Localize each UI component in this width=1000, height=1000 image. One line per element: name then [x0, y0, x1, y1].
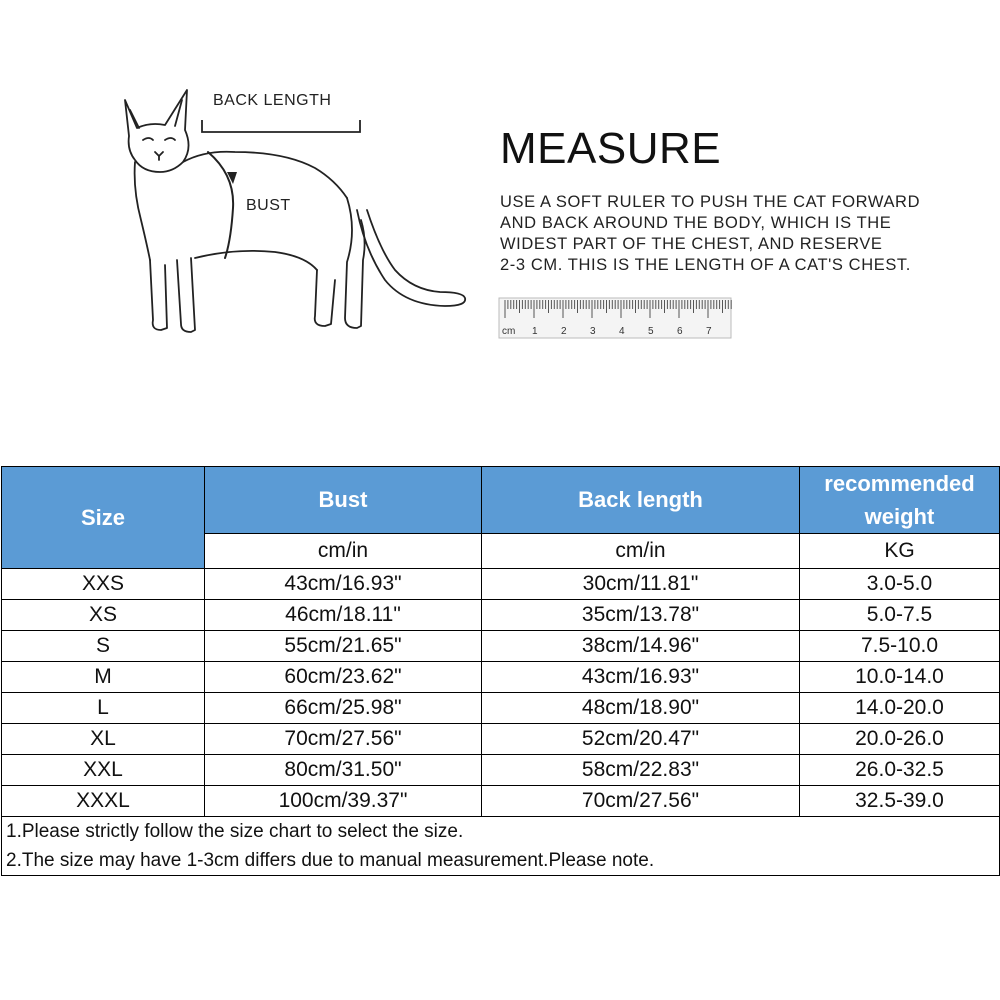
- cell-back-length: 48cm/18.90": [482, 693, 800, 724]
- cell-back-length: 38cm/14.96": [482, 631, 800, 662]
- note-row: [2, 846, 1000, 876]
- cell-size: XXS: [2, 569, 205, 600]
- ruler-label: 2: [561, 326, 567, 337]
- bust-label: BUST: [246, 197, 291, 214]
- ruler-label: 6: [677, 326, 683, 337]
- header-back-length: Back length: [482, 467, 800, 534]
- table-row: [2, 693, 1000, 724]
- table-row: [2, 786, 1000, 817]
- ruler-label: 4: [619, 326, 625, 337]
- cell-back-length: 70cm/27.56": [482, 786, 800, 817]
- note-row: [2, 817, 1000, 847]
- cell-size: XS: [2, 600, 205, 631]
- cell-back-length: 58cm/22.83": [482, 755, 800, 786]
- table-row: [2, 662, 1000, 693]
- cell-size: XXL: [2, 755, 205, 786]
- cell-back-length: 30cm/11.81": [482, 569, 800, 600]
- cell-weight: 3.0-5.0: [800, 569, 1000, 600]
- unit-bust: cm/in: [205, 534, 482, 569]
- size-chart-table: [1, 466, 1000, 876]
- cell-bust: 100cm/39.37": [205, 786, 482, 817]
- cell-bust: 55cm/21.65": [205, 631, 482, 662]
- header-weight: recommended weight: [800, 467, 1000, 534]
- ruler-label: cm: [502, 326, 516, 337]
- cell-weight: 26.0-32.5: [800, 755, 1000, 786]
- cell-weight: 10.0-14.0: [800, 662, 1000, 693]
- ruler-label: 3: [590, 326, 596, 337]
- cell-back-length: 43cm/16.93": [482, 662, 800, 693]
- cell-weight: 20.0-26.0: [800, 724, 1000, 755]
- cell-size: XL: [2, 724, 205, 755]
- note-text: 2.The size may have 1-3cm differs due to manual measurement.Please note.: [2, 846, 1000, 876]
- unit-weight: KG: [800, 534, 1000, 569]
- instruction-line: USE A SOFT RULER TO PUSH THE CAT FORWARD: [500, 193, 921, 211]
- header-bust: Bust: [205, 467, 482, 534]
- cell-bust: 80cm/31.50": [205, 755, 482, 786]
- note-text: 1.Please strictly follow the size chart to select the size.: [2, 817, 1000, 847]
- table-header-row: [2, 467, 1000, 534]
- cell-size: S: [2, 631, 205, 662]
- ruler-label: 7: [706, 326, 712, 337]
- table-row: [2, 600, 1000, 631]
- cell-bust: 70cm/27.56": [205, 724, 482, 755]
- instruction-line: WIDEST PART OF THE CHEST, AND RESERVE: [500, 235, 883, 253]
- cell-size: L: [2, 693, 205, 724]
- table-row: [2, 755, 1000, 786]
- measure-instructions: [500, 192, 980, 276]
- unit-back-length: cm/in: [482, 534, 800, 569]
- measure-title: MEASURE: [500, 124, 722, 173]
- table-row: [2, 631, 1000, 662]
- cell-back-length: 52cm/20.47": [482, 724, 800, 755]
- ruler-label: 1: [532, 326, 538, 337]
- cell-weight: 7.5-10.0: [800, 631, 1000, 662]
- cell-weight: 5.0-7.5: [800, 600, 1000, 631]
- cell-bust: 43cm/16.93": [205, 569, 482, 600]
- header-size: Size: [2, 467, 205, 569]
- table-row: [2, 569, 1000, 600]
- cell-weight: 32.5-39.0: [800, 786, 1000, 817]
- cell-bust: 60cm/23.62": [205, 662, 482, 693]
- ruler-label: 5: [648, 326, 654, 337]
- instruction-line: 2-3 CM. THIS IS THE LENGTH OF A CAT'S CHEST.: [500, 256, 911, 274]
- cell-weight: 14.0-20.0: [800, 693, 1000, 724]
- table-row: [2, 724, 1000, 755]
- cat-illustration: [95, 80, 485, 350]
- cell-size: XXXL: [2, 786, 205, 817]
- back-length-label: BACK LENGTH: [213, 92, 332, 109]
- ruler-icon: [497, 296, 737, 344]
- cell-size: M: [2, 662, 205, 693]
- cell-bust: 46cm/18.11": [205, 600, 482, 631]
- cell-bust: 66cm/25.98": [205, 693, 482, 724]
- cell-back-length: 35cm/13.78": [482, 600, 800, 631]
- instruction-line: AND BACK AROUND THE BODY, WHICH IS THE: [500, 214, 892, 232]
